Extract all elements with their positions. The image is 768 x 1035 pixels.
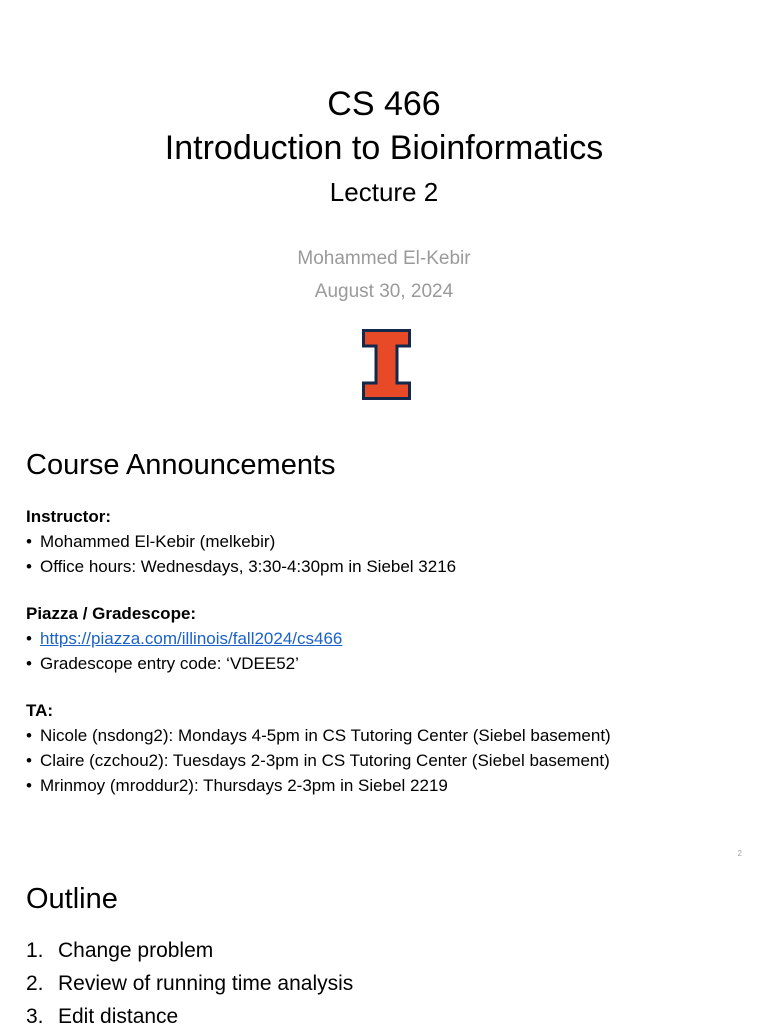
item-text: Change problem — [58, 939, 214, 962]
bullet-icon: • — [26, 654, 32, 673]
list-item — [26, 529, 746, 554]
outline-title: Outline — [26, 883, 118, 915]
bullet-icon: • — [26, 751, 32, 770]
course-code: CS 466 — [327, 85, 441, 123]
title-slide — [0, 0, 768, 428]
outline-list — [26, 936, 353, 1035]
lecture-number: Lecture 2 — [329, 177, 439, 207]
bullet-icon: • — [26, 532, 32, 551]
illinois-logo-icon — [362, 329, 411, 400]
office-hours: Office hours: Wednesdays, 3:30-4:30pm in Siebel 3216 — [40, 557, 457, 576]
list-item — [26, 651, 746, 676]
ta-item: Nicole (nsdong2): Mondays 4-5pm in CS Tutoring Center (Siebel basement) — [40, 726, 611, 745]
announcements-content — [26, 504, 746, 820]
announcements-title: Course Announcements — [26, 449, 336, 481]
item-text: Edit distance — [58, 1005, 179, 1028]
list-item — [26, 936, 353, 969]
list-item — [26, 748, 746, 773]
ta-item: Mrinmoy (mroddur2): Thursdays 2-3pm in Siebel 2219 — [40, 776, 448, 795]
author-name: Mohammed El-Kebir — [297, 248, 471, 269]
piazza-link[interactable]: https://piazza.com/illinois/fall2024/cs466 — [40, 629, 343, 648]
ta-heading: TA: — [26, 701, 54, 720]
ta-section — [26, 698, 746, 798]
bullet-icon: • — [26, 557, 32, 576]
course-name: Introduction to Bioinformatics — [164, 129, 604, 167]
item-text: Review of running time analysis — [58, 972, 354, 995]
list-item — [26, 1002, 353, 1035]
page-number: 2 — [737, 849, 742, 858]
instructor-heading: Instructor: — [26, 507, 111, 526]
ta-item: Claire (czchou2): Tuesdays 2-3pm in CS Tutoring Center (Siebel basement) — [40, 751, 610, 770]
gradescope-code: Gradescope entry code: ‘VDEE52’ — [40, 654, 299, 673]
announcements-slide — [0, 428, 768, 866]
list-item — [26, 626, 746, 651]
instructor-section — [26, 504, 746, 579]
list-item — [26, 969, 353, 1002]
piazza-heading: Piazza / Gradescope: — [26, 604, 197, 623]
bullet-icon: • — [26, 726, 32, 745]
instructor-name: Mohammed El-Kebir (melkebir) — [40, 532, 276, 551]
item-number: 1. — [26, 939, 44, 962]
item-number: 3. — [26, 1005, 44, 1028]
list-item — [26, 723, 746, 748]
outline-slide — [0, 866, 768, 1028]
list-item — [26, 554, 746, 579]
piazza-section — [26, 601, 746, 676]
bullet-icon: • — [26, 776, 32, 795]
bullet-icon: • — [26, 629, 32, 648]
item-number: 2. — [26, 972, 44, 995]
list-item — [26, 773, 746, 798]
lecture-date: August 30, 2024 — [314, 281, 454, 302]
